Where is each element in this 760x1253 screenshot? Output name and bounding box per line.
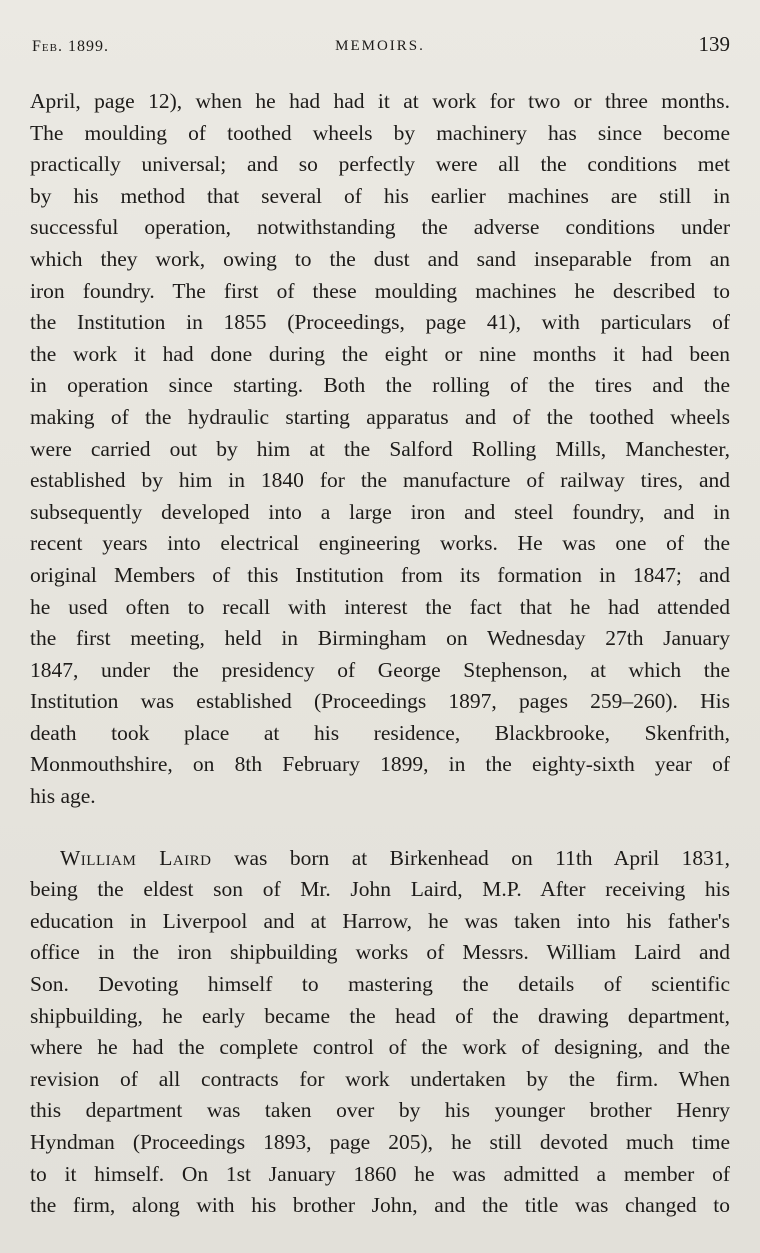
text-line: 1847, under the presidency of George Stephenson, at which the (30, 657, 730, 682)
body-text (30, 86, 730, 1222)
header-date: Feb. 1899. (32, 38, 109, 55)
text-line: successful operation, notwithstanding the adverse conditions under (30, 215, 730, 240)
text-line: his age. (30, 784, 96, 809)
text-line: shipbuilding, he early became the head of the drawing department, (30, 1003, 730, 1028)
paragraph-gap (30, 813, 730, 843)
text-line: subsequently developed into a large iron and steel foundry, and in (30, 499, 730, 524)
text-line: he used often to recall with interest the fact that he had attended (30, 594, 730, 619)
text-line: iron foundry. The first of these moulding machines he described to (30, 278, 730, 303)
text-line: Hyndman (Proceedings 1893, page 205), he still devoted much time (30, 1130, 730, 1154)
text-line: recent years into electrical engineering works. He was one of the (30, 531, 730, 556)
running-head (30, 30, 730, 70)
text-line: office in the iron shipbuilding works of Messrs. William Laird and (30, 940, 730, 965)
text-line: Son. Devoting himself to mastering the details of scientific (30, 972, 730, 997)
text-line: being the eldest son of Mr. John Laird, M.P. After receiving his (30, 877, 730, 902)
text-line: education in Liverpool and at Harrow, he was taken into his father's (30, 908, 730, 933)
text-line: were carried out by him at the Salford Rolling Mills, Manchester, (30, 436, 730, 461)
text-line: the Institution in 1855 (Proceedings, page 41), with particulars of (30, 310, 730, 335)
memoir-first-line (30, 843, 730, 875)
text-line: where he had the complete control of the work of designing, and the (30, 1035, 730, 1060)
text-line: which they work, owing to the dust and sand inseparable from an (30, 246, 730, 271)
text-line: established by him in 1840 for the manufacture of railway tires, and (30, 468, 730, 493)
text-line: to it himself. On 1st January 1860 he was admitted a member of (30, 1161, 730, 1186)
header-section-title: MEMOIRS. (335, 38, 425, 54)
text-line: original Members of this Institution from its formation in 1847; and (30, 562, 730, 587)
text-line: death took place at his residence, Blackbrooke, Skenfrith, (30, 720, 730, 745)
text-fragment: was born at Birkenhead on 11th April 1831, (233, 845, 730, 870)
text-line: making of the hydraulic starting apparatus and of the toothed wheels (30, 404, 730, 429)
memoir-subject-name: William Laird (60, 845, 212, 870)
page-number: 139 (698, 32, 730, 56)
text-line: in operation since starting. Both the rolling of the tires and the (30, 373, 730, 398)
paragraph-previous-memoir (30, 86, 730, 813)
text-line: by his method that several of his earlier machines are still in (30, 183, 730, 208)
text-line: The moulding of toothed wheels by machinery has since become (30, 120, 730, 145)
text-line: this department was taken over by his younger brother Henry (30, 1098, 730, 1123)
paragraph-william-laird-memoir (30, 843, 730, 1222)
text-line: practically universal; and so perfectly were all the conditions met (30, 152, 730, 177)
text-line: revision of all contracts for work undertaken by the firm. When (30, 1066, 730, 1091)
text-line: Monmouthshire, on 8th February 1899, in the eighty-sixth year of (30, 752, 730, 777)
text-line: the first meeting, held in Birmingham on Wednesday 27th January (30, 626, 730, 651)
text-line: the firm, along with his brother John, and the title was changed to (30, 1193, 730, 1218)
text-line: the work it had done during the eight or nine months it had been (30, 341, 730, 366)
text-line: April, page 12), when he had had it at work for two or three months. (30, 89, 730, 113)
text-line: Institution was established (Proceedings 1897, pages 259–260). His (30, 689, 730, 714)
